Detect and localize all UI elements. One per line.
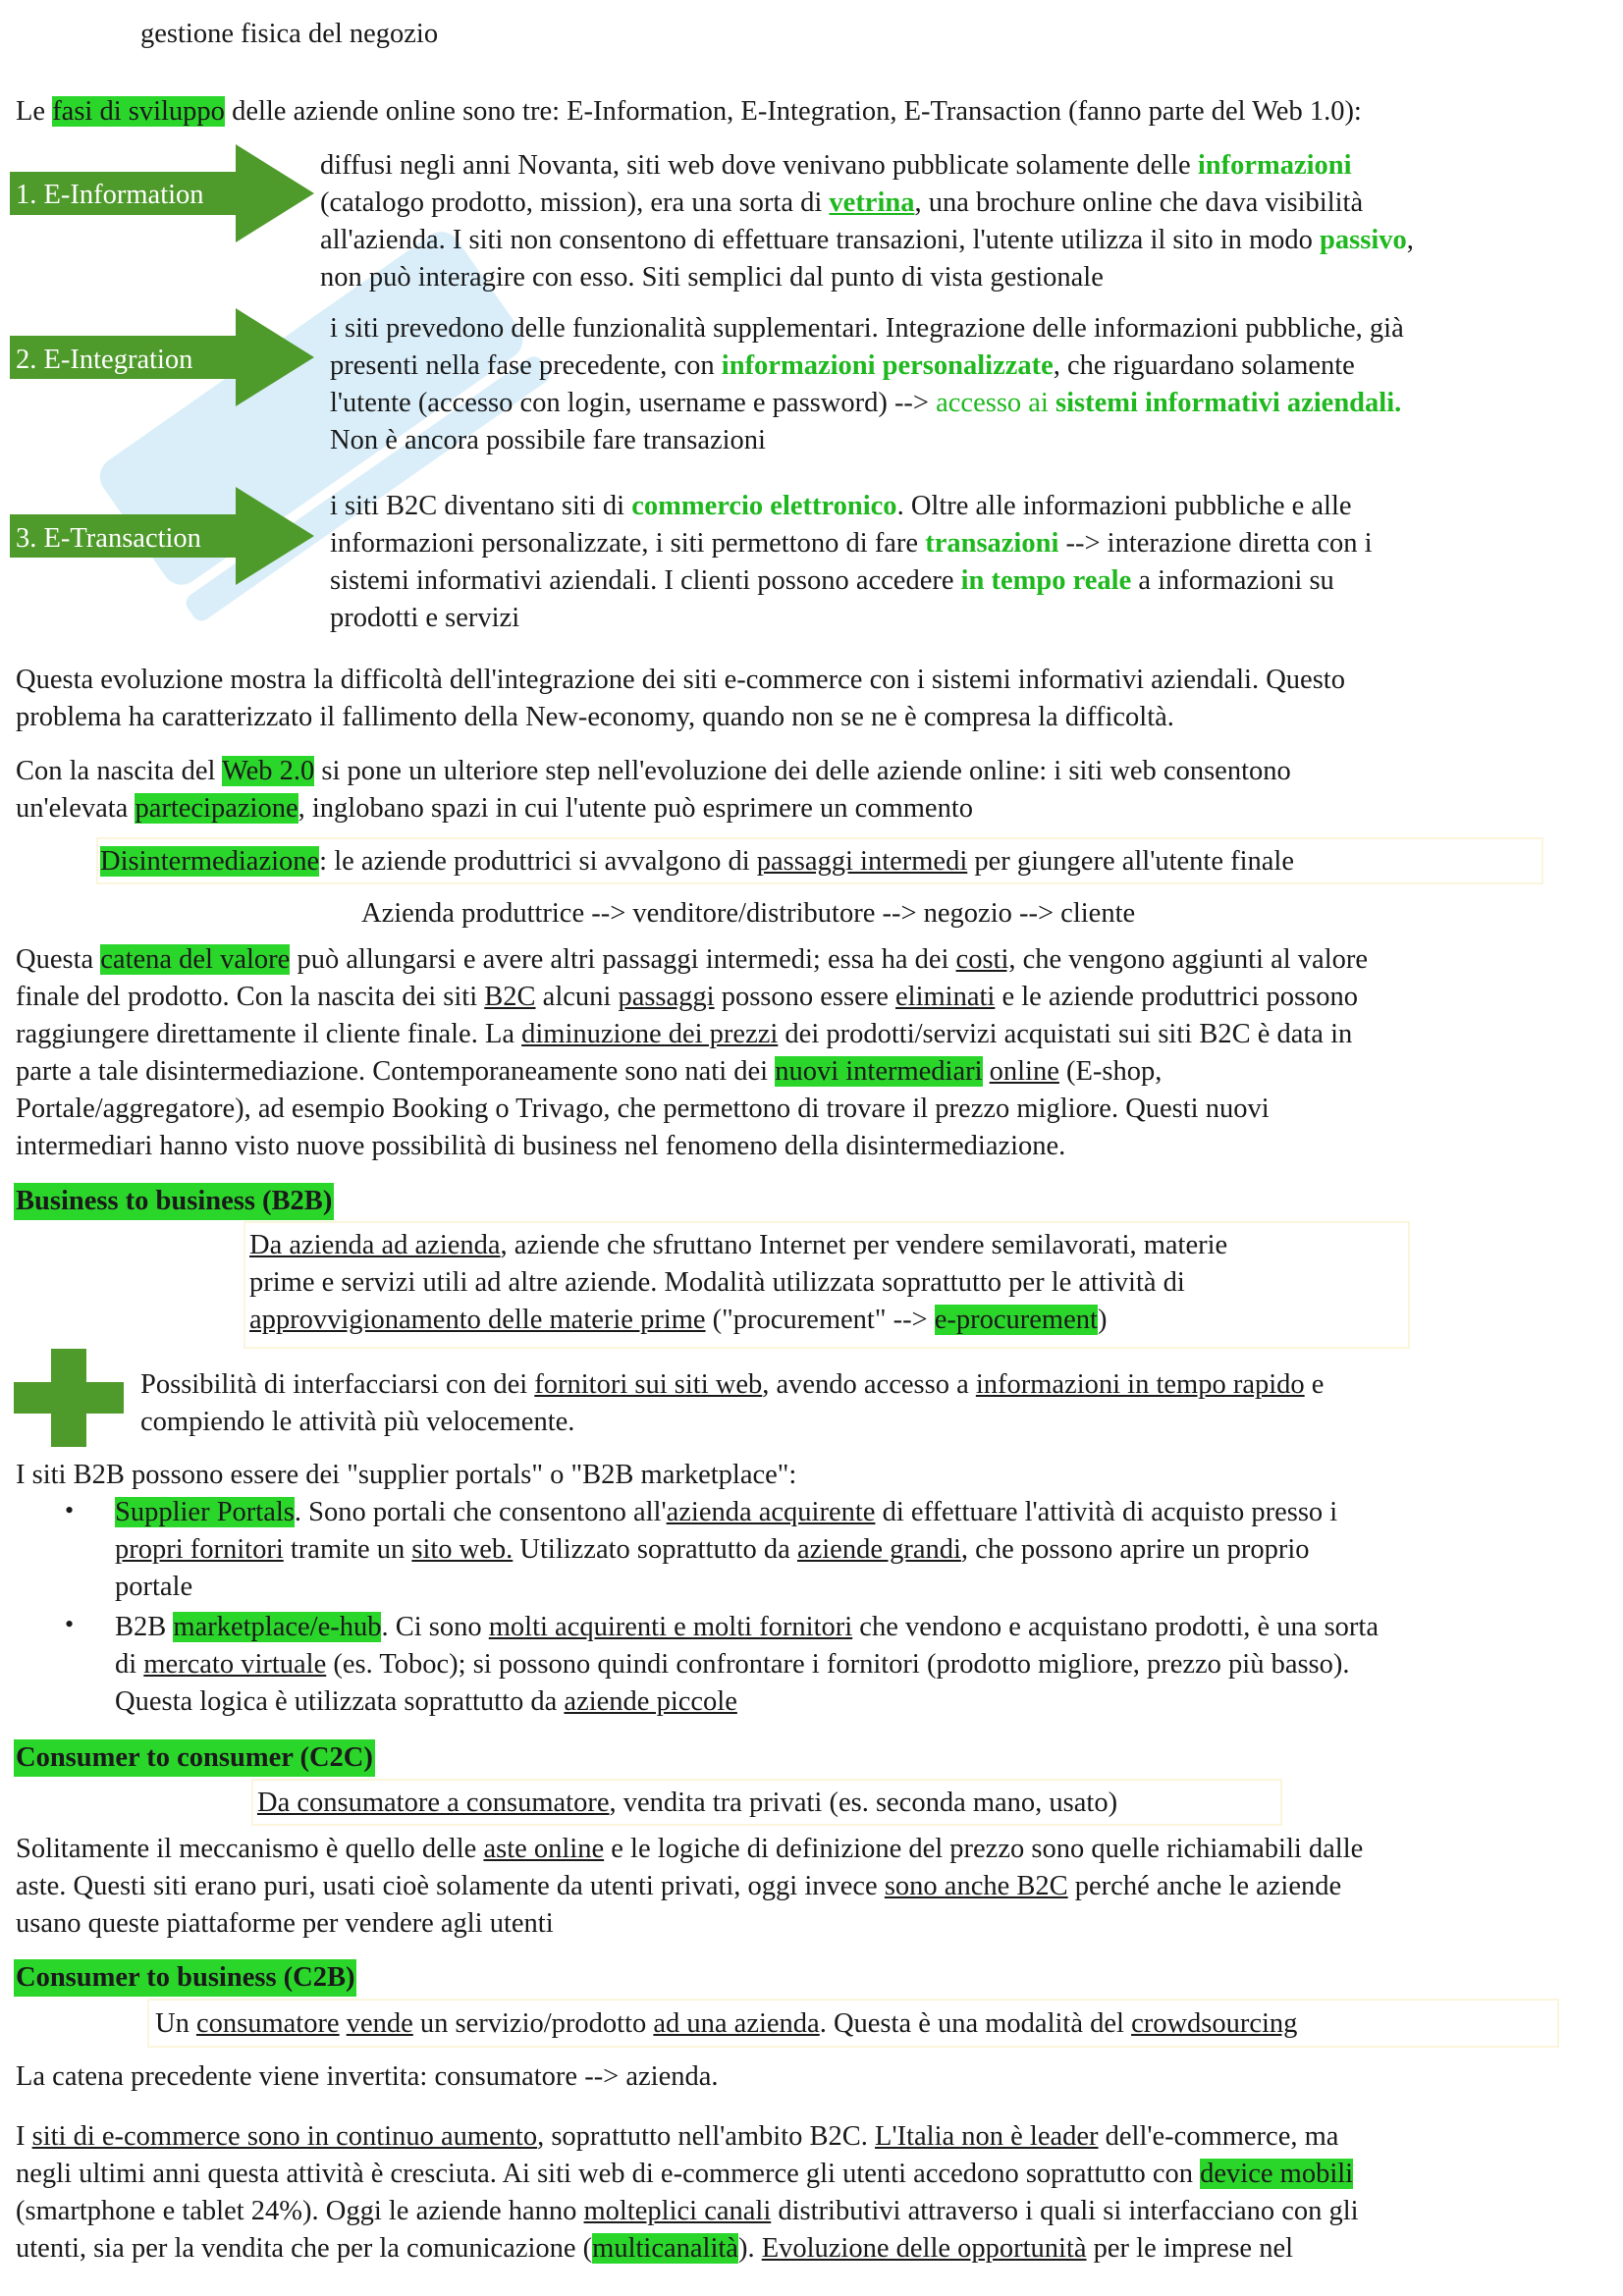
ecom-line3: (smartphone e tablet 24%). Oggi le aziende hanno molteplici canali distributivi attraverso i quali si interfacciano con gli bbox=[16, 2196, 1359, 2226]
phase1-line2: (catalogo prodotto, mission), era una sorta di vetrina, una brochure online che dava visibilità bbox=[320, 187, 1364, 218]
value-line4: parte a tale disintermediazione. Contemporaneamente sono nati dei nuovi intermediari online (E-shop, bbox=[16, 1056, 1163, 1087]
value-line3: raggiungere direttamente il cliente finale. La diminuzione dei prezzi dei prodotti/servizi acquistati sui siti B2C è data in bbox=[16, 1019, 1353, 1049]
c2c-line1: Solitamente il meccanismo è quello delle aste online e le logiche di definizione del prezzo sono quelle richiamabili dalle bbox=[16, 1834, 1364, 1864]
ecom-line2: negli ultimi anni questa attività è cresciuta. Ai siti web di e-commerce gli utenti accedono soprattutto con device mobili bbox=[16, 2159, 1354, 2189]
value-line1: Questa catena del valore può allungarsi e avere altri passaggi intermedi; essa ha dei costi, che vengono aggiunti al valore bbox=[16, 944, 1369, 975]
web2-line1: Con la nascita del Web 2.0 si pone un ulteriore step nell'evoluzione dei delle aziende online: i siti web consentono bbox=[16, 756, 1291, 786]
c2b-box-line: Un consumatore vende un servizio/prodotto ad una azienda. Questa è una modalità del crowdsourcing bbox=[155, 2008, 1298, 2039]
phase1-line1: diffusi negli anni Novanta, siti web dove venivano pubblicate solamente delle informazioni bbox=[320, 150, 1352, 181]
phase2-line2: presenti nella fase precedente, con informazioni personalizzate, che riguardano solamente bbox=[330, 350, 1355, 381]
plus-icon bbox=[14, 1349, 124, 1447]
phase-label-e-information: 1. E-Information bbox=[16, 180, 204, 210]
phase1-line4: non può interagire con esso. Siti semplici dal punto di vista gestionale bbox=[320, 262, 1104, 293]
b2b-sites-line: I siti B2B possono essere dei "supplier portals" o "B2B marketplace": bbox=[16, 1460, 797, 1490]
b2b-heading: Business to business (B2B) bbox=[14, 1183, 334, 1220]
c2c-line2: aste. Questi siti erano puri, usati cioè solamente da utenti privati, oggi invece sono anche B2C perché anche le aziende bbox=[16, 1871, 1342, 1901]
phase2-line4: Non è ancora possibile fare transazioni bbox=[330, 425, 766, 455]
marketplace-line2: di mercato virtuale (es. Toboc); si possono quindi confrontare i fornitori (prodotto migliore, prezzo più basso). bbox=[115, 1649, 1350, 1680]
c2b-line1: La catena precedente viene invertita: consumatore --> azienda. bbox=[16, 2061, 719, 2092]
c2b-heading: Consumer to business (C2B) bbox=[14, 1959, 356, 1997]
marketplace-line1: B2B marketplace/e-hub. Ci sono molti acquirenti e molti fornitori che vendono e acquistano prodotti, è una sorta bbox=[115, 1612, 1379, 1642]
c2c-box-line: Da consumatore a consumatore, vendita tra privati (es. seconda mano, usato) bbox=[257, 1788, 1118, 1818]
b2b-box-line2: prime e servizi utili ad altre aziende. Modalità utilizzata soprattutto per le attività di bbox=[249, 1267, 1185, 1298]
c2c-line3: usano queste piattaforme per vendere agli utenti bbox=[16, 1908, 554, 1939]
c2c-heading: Consumer to consumer (C2C) bbox=[14, 1739, 375, 1777]
bullet-supplier-portals: • bbox=[65, 1496, 75, 1524]
phase2-line3: l'utente (accesso con login, username e password) --> accesso ai sistemi informativi aziendali. bbox=[330, 388, 1402, 418]
phase1-line3: all'azienda. I siti non consentono di effettuare transazioni, l'utente utilizza il sito in modo passivo, bbox=[320, 225, 1414, 255]
supplier-portals-line1: Supplier Portals. Sono portali che consentono all'azienda acquirente di effettuare l'attività di acquisto presso i bbox=[115, 1497, 1338, 1527]
supplier-portals-line3: portale bbox=[115, 1572, 193, 1602]
b2b-plus-line2: compiendo le attività più velocemente. bbox=[140, 1407, 575, 1437]
top-line: gestione fisica del negozio bbox=[140, 19, 439, 49]
phase3-line4: prodotti e servizi bbox=[330, 603, 520, 633]
bullet-marketplace: • bbox=[65, 1610, 75, 1638]
ecom-line1: I siti di e-commerce sono in continuo aumento, soprattutto nell'ambito B2C. L'Italia non è leader dell'e-commerce, ma bbox=[16, 2121, 1339, 2152]
value-line2: finale del prodotto. Con la nascita dei siti B2C alcuni passaggi possono essere eliminati e le aziende produttrici possono bbox=[16, 982, 1358, 1012]
intro-paragraph: Le fasi di sviluppo delle aziende online sono tre: E-Information, E-Integration, E-Transaction (fanno parte del Web 1.0): bbox=[16, 96, 1362, 127]
disintermediation-line: Disintermediazione: le aziende produttrici si avvalgono di passaggi intermedi per giungere all'utente finale bbox=[100, 846, 1294, 877]
evolution-line1: Questa evoluzione mostra la difficoltà dell'integrazione dei siti e-commerce con i sistemi informativi aziendali. Questo bbox=[16, 665, 1345, 695]
phase-label-e-transaction: 3. E-Transaction bbox=[16, 523, 201, 554]
value-line5: Portale/aggregatore), ad esempio Booking o Trivago, che permettono di trovare il prezzo migliore. Questi nuovi bbox=[16, 1094, 1270, 1124]
value-chain-line: Azienda produttrice --> venditore/distributore --> negozio --> cliente bbox=[361, 898, 1136, 929]
marketplace-line3: Questa logica è utilizzata soprattutto da aziende piccole bbox=[115, 1686, 737, 1717]
phase-label-e-integration: 2. E-Integration bbox=[16, 345, 193, 375]
web2-line2: un'elevata partecipazione, inglobano spazi in cui l'utente può esprimere un commento bbox=[16, 793, 973, 824]
phase3-line1: i siti B2C diventano siti di commercio elettronico. Oltre alle informazioni pubbliche e alle bbox=[330, 491, 1352, 521]
phase3-line3: sistemi informativi aziendali. I clienti possono accedere in tempo reale a informazioni su bbox=[330, 565, 1334, 596]
b2b-box-line1: Da azienda ad azienda, aziende che sfruttano Internet per vendere semilavorati, materie bbox=[249, 1230, 1228, 1260]
ecom-line4: utenti, sia per la vendita che per la comunicazione (multicanalità). Evoluzione delle opportunità per le imprese nel bbox=[16, 2233, 1294, 2264]
b2b-plus-line1: Possibilità di interfacciarsi con dei fornitori sui siti web, avendo accesso a informazioni in tempo rapido e bbox=[140, 1369, 1325, 1400]
phase3-line2: informazioni personalizzate, i siti permettono di fare transazioni --> interazione diretta con i bbox=[330, 528, 1373, 559]
b2b-box-line3: approvvigionamento delle materie prime ("procurement" --> e-procurement) bbox=[249, 1305, 1108, 1335]
phase2-line1: i siti prevedono delle funzionalità supplementari. Integrazione delle informazioni pubbliche, già bbox=[330, 313, 1404, 344]
supplier-portals-line2: propri fornitori tramite un sito web. Utilizzato soprattutto da aziende grandi, che possono aprire un proprio bbox=[115, 1534, 1310, 1565]
evolution-line2: problema ha caratterizzato il fallimento della New-economy, quando non se ne è compresa la difficoltà. bbox=[16, 702, 1174, 732]
value-line6: intermediari hanno visto nuove possibilità di business nel fenomeno della disintermediazione. bbox=[16, 1131, 1066, 1161]
